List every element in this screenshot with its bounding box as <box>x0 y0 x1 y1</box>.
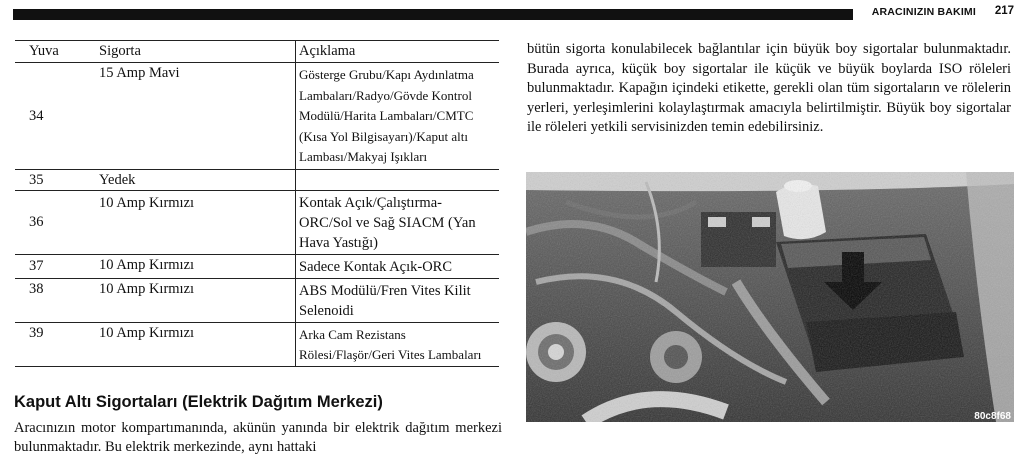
fuse-cell: Yedek <box>99 169 296 190</box>
photo-code-label: 80c8f68 <box>974 411 1011 422</box>
slot-cell: 36 <box>15 190 99 254</box>
slot-cell: 37 <box>15 254 99 278</box>
section-title: ARACINIZIN BAKIMI <box>871 6 976 18</box>
page-number: 217 <box>994 5 1014 17</box>
table-row <box>15 322 499 366</box>
slot-cell: 35 <box>15 169 99 190</box>
column-header-description: Açıklama <box>296 41 500 63</box>
fuse-cell: 10 Amp Kırmızı <box>99 278 296 322</box>
fuse-cell: 10 Amp Kırmızı <box>99 254 296 278</box>
fuse-table <box>15 40 499 367</box>
fuse-cell: 15 Amp Mavi <box>99 63 296 170</box>
table-row <box>15 63 499 170</box>
slot-cell: 34 <box>15 63 99 170</box>
fuse-cell: 10 Amp Kırmızı <box>99 322 296 366</box>
fuse-cell: 10 Amp Kırmızı <box>99 190 296 254</box>
description-cell: ABS Modülü/Fren Vites Kilit Selenoidi <box>296 278 500 322</box>
description-cell <box>296 169 500 190</box>
column-header-slot: Yuva <box>15 41 99 63</box>
description-cell: Arka Cam Rezistans Rölesi/Flaşör/Geri Vites Lambaları <box>296 322 500 366</box>
body-paragraph-right: bütün sigorta konulabilecek bağlantılar için büyük boy sigortalar bulunmaktadır. Burada ayrıca, küçük boy sigortalar ile küçük ve büyük boylarda ISO röleleri bulunmaktadır. Kapağın içindeki etikette, gerekli olan tüm sigortaların ve rölelerin yerleri, yerleşimlerini kolaylaştırmak amacıyla belirtilmiştir. Büyük boy sigortalar ile röleleri yetkili servisinizden temin edebilirsiniz. <box>527 41 1011 135</box>
table-row <box>15 169 499 190</box>
table-row <box>15 254 499 278</box>
table-row <box>15 278 499 322</box>
table-row <box>15 190 499 254</box>
description-cell: Gösterge Grubu/Kapı Aydınlatma Lambaları/Radyo/Gövde Kontrol Modülü/Harita Lambaları/CMTC (Kısa Yol Bilgisayarı)/Kaput altı Lambası/Makyaj Işıkları <box>296 63 500 170</box>
description-cell: Sadece Kontak Açık-ORC <box>296 254 500 278</box>
body-paragraph-left: Aracınızın motor kompartımanında, akünün yanında bir elektrik dağıtım merkezi bulunmaktadır. Bu elektrik merkezinde, aynı hattaki <box>14 420 502 455</box>
header-rule <box>13 9 853 20</box>
slot-cell: 38 <box>15 278 99 322</box>
section-heading: Kaput Altı Sigortaları (Elektrik Dağıtım Merkezi) <box>14 393 383 411</box>
table-header-row <box>15 41 499 63</box>
engine-compartment-photo <box>526 172 1014 422</box>
slot-cell: 39 <box>15 322 99 366</box>
description-cell: Kontak Açık/Çalıştırma- ORC/Sol ve Sağ SIACM (Yan Hava Yastığı) <box>296 190 500 254</box>
column-header-fuse: Sigorta <box>99 41 296 63</box>
